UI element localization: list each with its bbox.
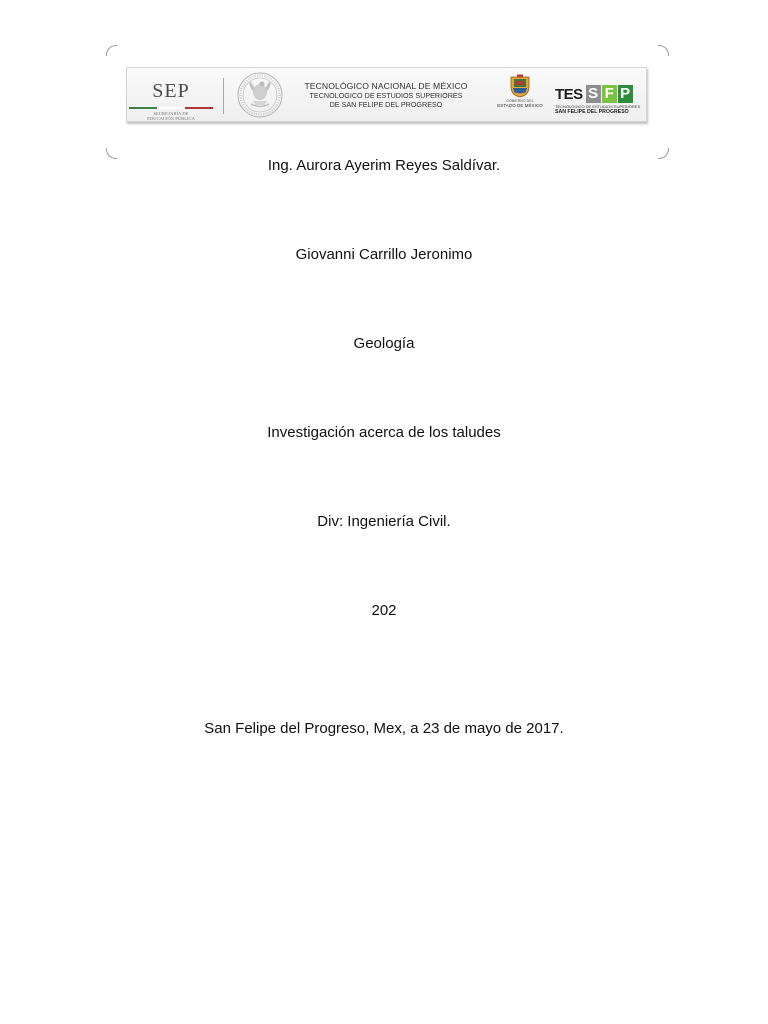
- institution-line1: TECNOLÓGICO NACIONAL DE MÉXICO: [304, 81, 468, 91]
- mexico-seal-icon: [236, 71, 284, 119]
- institution-line3: DE SAN FELIPE DEL PROGRESO: [329, 100, 443, 109]
- tes-wordmark: [555, 83, 647, 103]
- sep-flag-stripe: [129, 107, 213, 109]
- banner-divider: [223, 78, 224, 114]
- tes-letter-p: P: [618, 85, 633, 103]
- stripe-green: [129, 107, 157, 109]
- frame-corner-top-right: [658, 45, 669, 56]
- sep-subtitle-line1: SECRETARÍA DE: [153, 111, 189, 116]
- stripe-white: [157, 107, 185, 109]
- teacher-name: Ing. Aurora Ayerim Reyes Saldívar.: [267, 157, 501, 174]
- tes-subtitle: TECNOLÓGICO DE ESTUDIOS SUPERIORES: [555, 104, 641, 109]
- student-name: Giovanni Carrillo Jeronimo: [295, 246, 473, 263]
- edomex-logo: [493, 74, 547, 118]
- sep-logo: [127, 72, 217, 120]
- tes-sfp-logo: [555, 83, 647, 119]
- header-banner: [126, 67, 647, 122]
- sep-subtitle: [127, 111, 215, 121]
- stripe-red: [185, 107, 213, 109]
- edomex-subtitle: GOBIERNO DEL: [506, 99, 534, 103]
- subject-name: Geología: [353, 335, 415, 352]
- edomex-name: ESTADO DE MÉXICO: [497, 103, 543, 108]
- tes-word: TES: [555, 86, 583, 103]
- document-title: Investigación acerca de los taludes: [267, 424, 501, 441]
- sep-wordmark: SEP: [152, 80, 190, 102]
- institution-line2: TECNOLOGICO DE ESTUDIOS SUPERIORES: [309, 91, 463, 100]
- sep-subtitle-line2: EDUCACIÓN PÚBLICA: [147, 116, 195, 121]
- tes-letter-s: S: [586, 85, 601, 103]
- frame-corner-top-left: [106, 45, 117, 56]
- institution-name: [286, 81, 486, 109]
- group-number: 202: [371, 602, 397, 619]
- edomex-shield-icon: [509, 74, 531, 98]
- tes-name: SAN FELIPE DEL PROGRESO: [555, 109, 629, 115]
- place-and-date: San Felipe del Progreso, Mex, a 23 de mayo de 2017.: [204, 720, 564, 737]
- division-name: Div: Ingeniería Civil.: [317, 513, 451, 530]
- tes-letter-f: F: [602, 85, 617, 103]
